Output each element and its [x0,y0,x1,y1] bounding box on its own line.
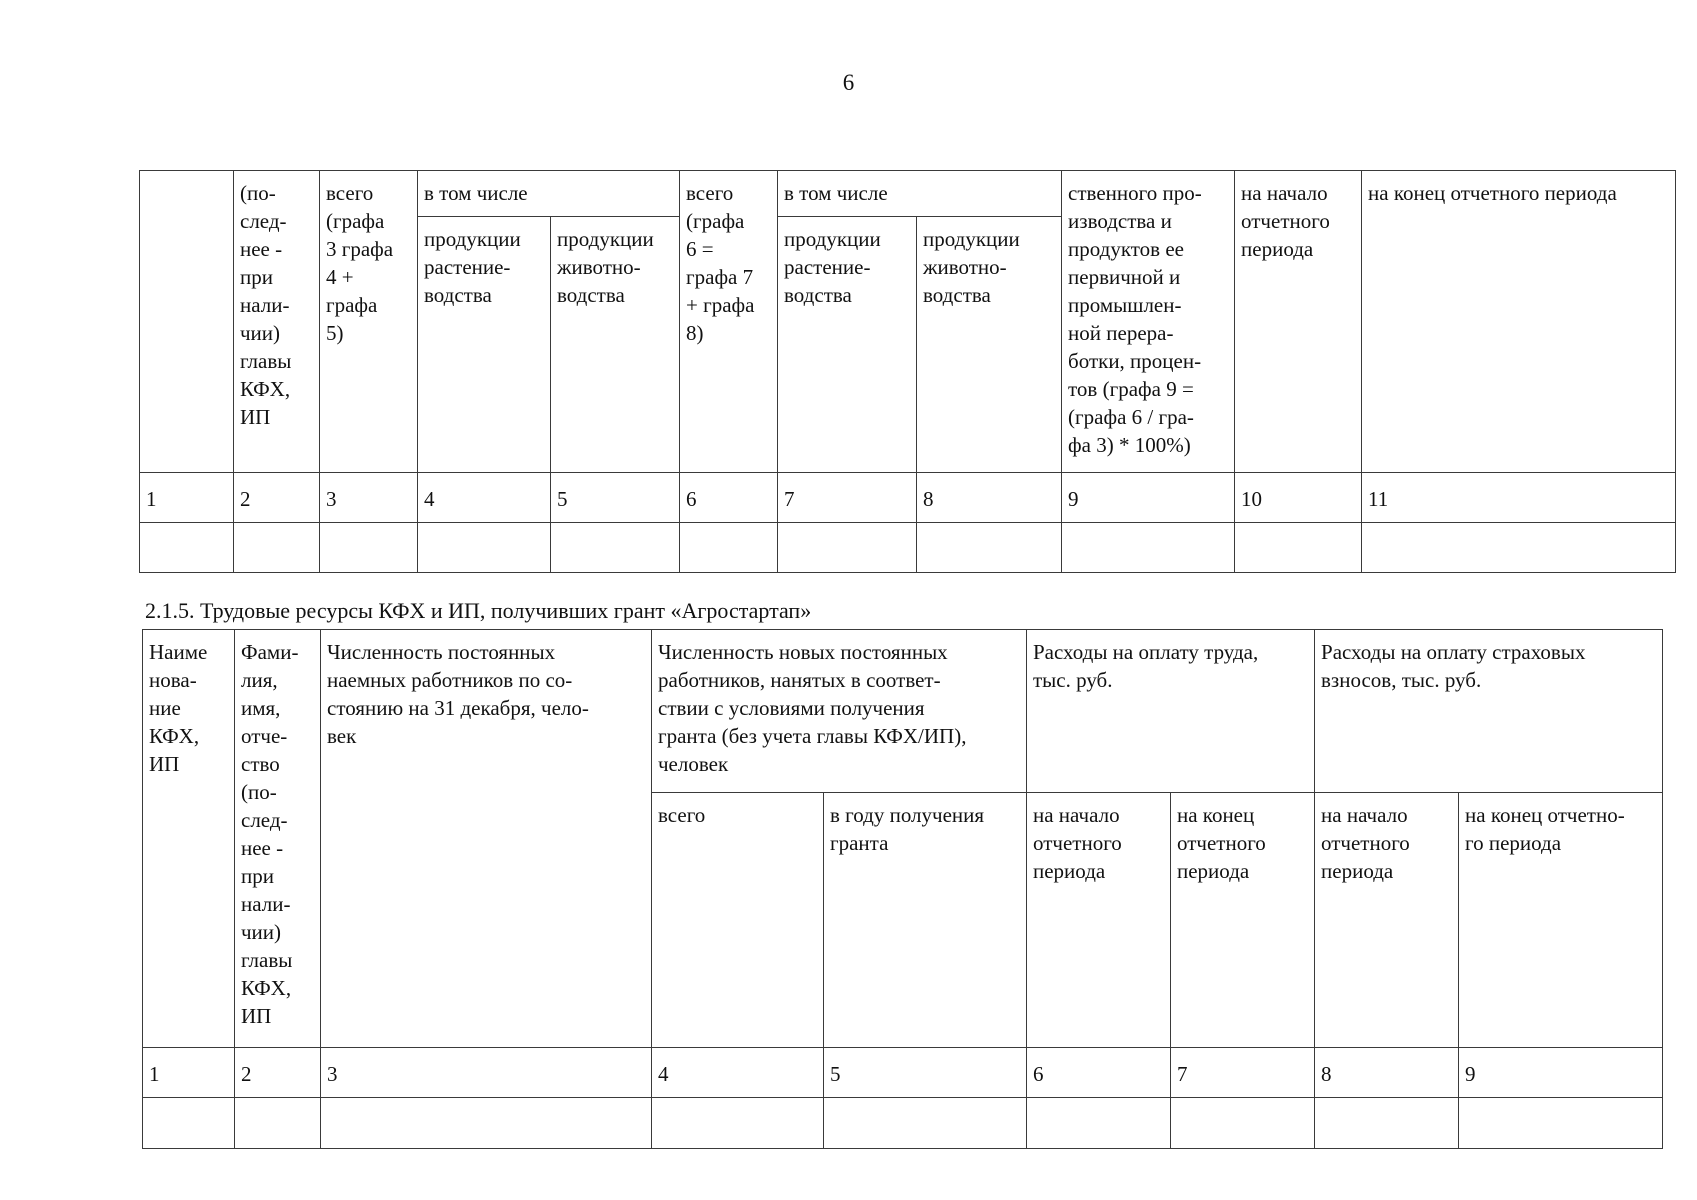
table-cell [824,1098,1027,1149]
bottom-column-number: 6 [1027,1048,1171,1098]
table-cell [235,1098,321,1149]
top-empty-data-row [140,523,1676,573]
page-number: 6 [842,70,855,95]
top-header-col2: (по- след- нее - при нали- чии) главы КФХ, ИП [234,171,320,473]
table-cell [1315,1098,1459,1149]
table-cell [1235,523,1362,573]
bottom-header-col4: всего [652,793,824,1048]
bottom-header-labor-cost: Расходы на оплату труда, тыс. руб. [1027,630,1315,793]
bottom-header-col9: на конец отчетно- го периода [1459,793,1663,1048]
top-header-col11: на конец отчетного периода [1362,171,1676,473]
bottom-header-col8: на начало отчетного периода [1315,793,1459,1048]
table-cell [320,523,418,573]
top-column-number: 8 [917,473,1062,523]
bottom-column-number: 1 [143,1048,235,1098]
labor-resources-table [142,629,1663,1149]
table-cell [143,1098,235,1149]
top-header-col3: всего (графа 3 графа 4 + графа 5) [320,171,418,473]
bottom-header-col6: на начало отчетного периода [1027,793,1171,1048]
top-header-col4: продукции растение- водства [418,217,551,473]
top-column-number: 1 [140,473,234,523]
table-cell [652,1098,824,1149]
top-column-number: 10 [1235,473,1362,523]
table-cell [140,523,234,573]
bottom-header-col5: в году получения гранта [824,793,1027,1048]
bottom-column-number: 9 [1459,1048,1663,1098]
bottom-column-number: 2 [235,1048,321,1098]
top-header-col1 [140,171,234,473]
table-cell [234,523,320,573]
bottom-header-col1: Наиме нова- ние КФХ, ИП [143,630,235,1048]
bottom-column-number: 8 [1315,1048,1459,1098]
top-header-col9: ственного про- изводства и продуктов ее первичной и промышлен- ной перера- ботки, процен- тов (графа 9 = (графа 6 / гра- фа 3) * 100%) [1062,171,1235,473]
top-column-number: 9 [1062,473,1235,523]
top-column-number: 3 [320,473,418,523]
bottom-column-number: 7 [1171,1048,1315,1098]
table-cell [1062,523,1235,573]
table-cell [778,523,917,573]
bottom-header-new-workers: Численность новых постоянных работников, нанятых в соответ- ствии с условиями получения гранта (без учета главы КФХ/ИП), человек [652,630,1027,793]
bottom-column-number-row [143,1048,1663,1098]
bottom-empty-data-row [143,1098,1663,1149]
bottom-header-col7: на конец отчетного периода [1171,793,1315,1048]
bottom-header-col3: Численность постоянных наемных работников по со- стоянию на 31 декабря, чело- век [321,630,652,1048]
table-cell [1171,1098,1315,1149]
table-cell [551,523,680,573]
production-table [139,170,1676,573]
top-column-number-row [140,473,1676,523]
top-header-col8: продукции животно- водства [917,217,1062,473]
top-header-col6: всего (графа 6 = графа 7 + графа 8) [680,171,778,473]
section-title: 2.1.5. Трудовые ресурсы КФХ и ИП, получивших грант «Агростартап» [145,598,812,623]
table-cell [680,523,778,573]
top-header-group2: в том числе [778,171,1062,217]
top-header-col7: продукции растение- водства [778,217,917,473]
top-column-number: 7 [778,473,917,523]
table-cell [1027,1098,1171,1149]
top-column-number: 4 [418,473,551,523]
top-header-group1: в том числе [418,171,680,217]
table-cell [418,523,551,573]
top-column-number: 6 [680,473,778,523]
top-header-col10: на начало отчетного периода [1235,171,1362,473]
bottom-column-number: 4 [652,1048,824,1098]
bottom-column-number: 3 [321,1048,652,1098]
bottom-header-col2: Фами- лия, имя, отче- ство (по- след- нее - при нали- чии) главы КФХ, ИП [235,630,321,1048]
top-header-col5: продукции животно- водства [551,217,680,473]
bottom-column-number: 5 [824,1048,1027,1098]
top-column-number: 2 [234,473,320,523]
table-cell [917,523,1062,573]
table-cell [321,1098,652,1149]
table-cell [1459,1098,1663,1149]
bottom-header-insurance: Расходы на оплату страховых взносов, тыс. руб. [1315,630,1663,793]
top-column-number: 11 [1362,473,1676,523]
table-cell [1362,523,1676,573]
top-column-number: 5 [551,473,680,523]
